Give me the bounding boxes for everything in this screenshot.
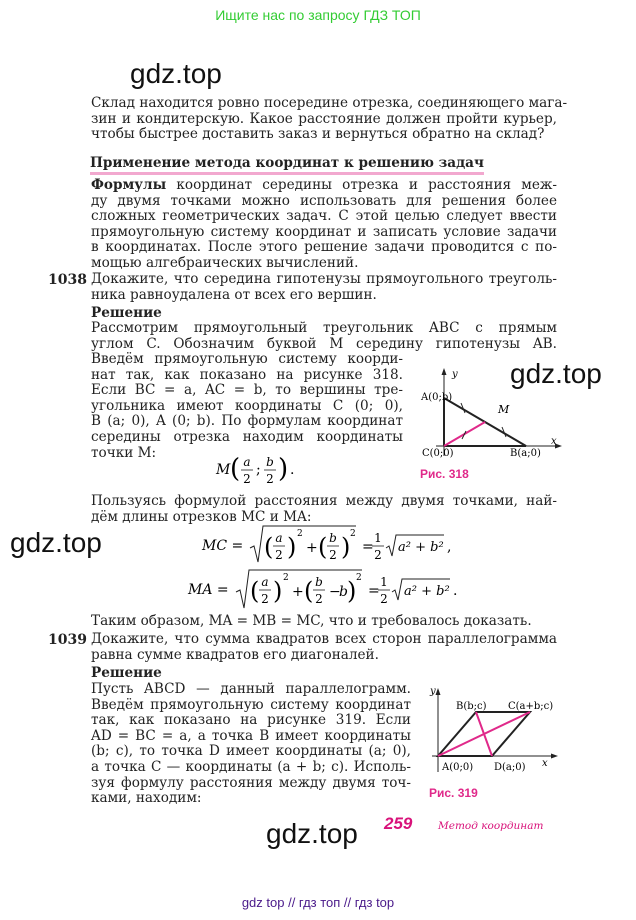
text-line: ду двумя точками можно использовать для решения более (91, 192, 557, 209)
top-banner: Ищите нас по запросу ГДЗ ТОП (215, 7, 421, 23)
text-line: чтобы быстрее доставить заказ и вернуться обратно на склад? (91, 126, 545, 143)
text-line: Введём прямоугольную систему координат (91, 696, 411, 713)
text-line: так, как показано на рисунке 319. Если (91, 712, 411, 729)
watermark: gdz.top (10, 527, 102, 558)
text-line: B (a; 0), A (0; b). По формулам координат (91, 413, 403, 430)
watermark: gdz.top (510, 358, 602, 389)
frac-num: 1 (380, 575, 388, 589)
frac-den: 2 (380, 592, 388, 606)
paren-open: ( (318, 533, 328, 561)
text-line: ками, находим: (91, 790, 202, 807)
y-axis-arrow (436, 688, 441, 695)
paren-open: ( (304, 577, 314, 605)
text-line: Введём прямоугольную систему коорди- (91, 351, 403, 367)
formula-lhs: MC = (202, 538, 244, 554)
axis-label-x: x (551, 436, 557, 447)
frac-num: a (261, 575, 269, 589)
x-axis-arrow (551, 754, 558, 759)
formula-end: , (447, 539, 452, 555)
paren-open: ( (230, 454, 241, 484)
text-line: ника равноудалена от всех его вершин. (91, 286, 377, 303)
radicand: a² + b² (404, 584, 450, 599)
text-line: Пусть ABCD — данный параллелограмм. (91, 681, 411, 697)
text-line: мощью алгебраических вычислений. (91, 254, 359, 271)
text-line: сложных геометрических задач. С этой целью следует ввести (91, 208, 557, 225)
text-line: Докажите, что сумма квадратов всех сторон параллелограмма (91, 631, 557, 647)
paren-close: ) (278, 454, 289, 484)
text-line: нат так, как показано на рисунке 318. (91, 366, 403, 383)
axis-label-x: x (542, 758, 548, 769)
text-line: (b; c), то точка D имеет координаты (a; 0), (91, 743, 411, 760)
problem-number: 1038 (48, 272, 87, 288)
text-line: координат середины отрезка и расстояния меж- (166, 177, 557, 193)
diagonal-bd (476, 712, 492, 756)
paren-close: ) (347, 577, 357, 605)
separator: ; (256, 462, 261, 478)
formula-symbol: M (216, 462, 231, 478)
frac-num: a (243, 455, 251, 469)
text-line: Пользуясь формулой расстояния между двумя точками, най- (91, 493, 557, 509)
footer-links: gdz top // гдз топ // гдз top (241, 895, 395, 910)
exponent: 2 (283, 573, 289, 583)
watermark: gdz.top (130, 58, 222, 89)
formula-mc (200, 524, 470, 568)
minus-sign: − (329, 584, 341, 600)
midpoint-formula (214, 452, 314, 488)
text-line: Докажите, что середина гипотенузы прямоугольного треуголь- (91, 271, 557, 287)
watermark: gdz.top (266, 818, 358, 849)
formula-ma (186, 568, 476, 614)
conclusion: Таким образом, MA = MB = MC, что и требовалось доказать. (91, 613, 532, 629)
frac-den: 2 (266, 472, 274, 486)
paren-close: ) (287, 533, 297, 561)
figure-318 (418, 366, 568, 462)
equals-sign: = (362, 539, 374, 555)
text-line: зин и кондитерскую. Какое расстояние должен пройти курьер, (91, 110, 557, 127)
frac-den: 2 (261, 592, 269, 606)
frac-den: 2 (243, 472, 251, 486)
paren-open: ( (264, 533, 274, 561)
equals-sign: = (368, 583, 380, 599)
exponent: 2 (356, 573, 362, 583)
text-line: углом C. Обозначим буквой M середину гипотенузы AB. (91, 335, 557, 352)
y-axis-arrow (442, 368, 447, 375)
point-label-m: M (498, 403, 510, 416)
frac-num: b (315, 575, 323, 589)
distance-intro (91, 494, 557, 525)
section-title: Применение метода координат к решению задач (90, 155, 484, 175)
text-line: середины отрезка находим координаты (91, 428, 403, 445)
period: . (290, 462, 295, 478)
text-line: AD = BC = a, а точка B имеет координаты (91, 727, 411, 744)
point-label-b: B(b;c) (456, 701, 487, 712)
frac-num: a (275, 531, 283, 545)
term-b: b (339, 584, 348, 600)
text-line: точки M: (91, 444, 157, 461)
frac-den: 2 (374, 548, 382, 562)
text-line: а точка C — координаты (a + b; c). Исполь- (91, 758, 411, 775)
axis-label-y: y (452, 369, 458, 380)
point-label-a: A(0;b) (421, 392, 453, 403)
text-line: дём длины отрезков MC и MA: (91, 508, 312, 525)
plus-sign: + (292, 584, 304, 600)
frac-num: b (266, 455, 274, 469)
problem-1039-solution (91, 682, 411, 807)
problem-1038-solution-full (91, 321, 557, 352)
problem-1038-statement (91, 272, 557, 303)
solution-label: Решение (91, 305, 162, 321)
intro-paragraph (91, 95, 568, 143)
text-line: равна сумме квадратов его диагоналей. (91, 646, 379, 663)
formulas-paragraph (91, 178, 557, 272)
page-number: 259 (384, 814, 413, 833)
frac-den: 2 (275, 548, 283, 562)
exponent: 2 (297, 529, 303, 539)
paren-open: ( (250, 577, 260, 605)
point-label-c: C(a+b;c) (508, 701, 554, 712)
frac-num: 1 (374, 531, 382, 545)
text-line: в координатах. После этого решение задачи проводится с по- (91, 239, 557, 256)
axis-label-y: y (430, 686, 436, 697)
text-line: Если BC = a, AC = b, то вершины тре- (91, 382, 403, 399)
exponent: 2 (350, 529, 356, 539)
point-label-c: C(0;0) (422, 448, 454, 459)
problem-1039-statement (91, 632, 557, 663)
frac-den: 2 (315, 592, 323, 606)
plus-sign: + (306, 540, 318, 556)
radicand: a² + b² (398, 540, 444, 555)
frac-den: 2 (329, 548, 337, 562)
formula-end: . (453, 583, 458, 599)
paren-close: ) (341, 533, 351, 561)
text-line: Рассмотрим прямоугольный треугольник ABC с прямым (91, 320, 557, 336)
text-line: угольника имеют координаты C (0; 0), (91, 397, 403, 414)
point-label-d: D(a;0) (494, 762, 526, 773)
figure-caption: Рис. 318 (420, 467, 469, 481)
problem-1038-solution-narrow (91, 352, 403, 461)
paren-close: ) (273, 577, 283, 605)
formula-lhs: MA = (188, 582, 229, 598)
solution-label: Решение (91, 665, 162, 681)
figure-caption: Рис. 319 (429, 786, 478, 800)
running-head: Метод координат (438, 820, 544, 832)
point-label-a: A(0;0) (442, 762, 474, 773)
figure-319 (420, 684, 570, 776)
formulas-lead-word: Формулы (91, 177, 167, 193)
text-line: Склад находится ровно посередине отрезка, соединяющего мага- (91, 95, 568, 111)
text-line: прямоугольную систему координат и записать условие задачи (91, 223, 557, 240)
frac-num: b (329, 531, 337, 545)
text-line: зуя формулу расстояния между двумя точ- (91, 774, 411, 791)
problem-number: 1039 (48, 632, 87, 648)
point-label-b: B(a;0) (510, 448, 541, 459)
